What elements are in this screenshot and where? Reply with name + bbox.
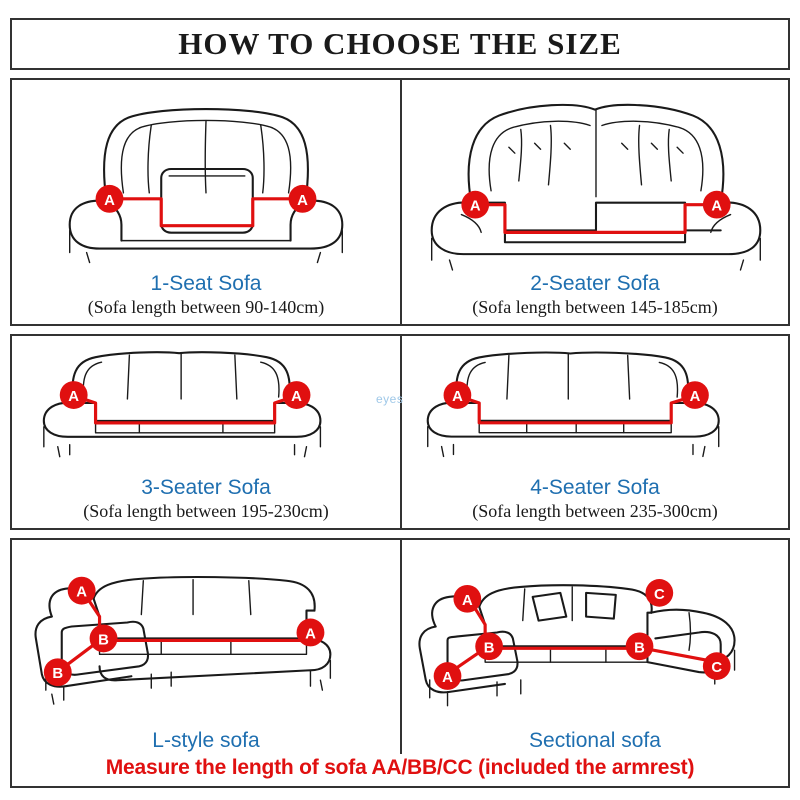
marker-label: A <box>461 592 473 609</box>
marker-label: A <box>305 625 316 643</box>
card-l-style[interactable] <box>12 540 400 754</box>
card-label-l-style: L-style sofa <box>152 728 260 752</box>
card-sectional[interactable] <box>400 540 788 754</box>
marker-label: B <box>634 640 645 657</box>
card-sublabel-three-seater: (Sofa length between 195-230cm) <box>83 501 329 521</box>
marker-label: A <box>297 191 308 209</box>
marker-label: A <box>452 389 463 406</box>
card-one-seat[interactable] <box>12 80 400 324</box>
marker-label: A <box>68 387 80 405</box>
card-four-seater[interactable] <box>400 336 788 528</box>
illustration-sectional <box>402 540 788 729</box>
page-title: HOW TO CHOOSE THE SIZE <box>178 26 622 61</box>
marker-label: A <box>76 583 88 601</box>
marker-label: B <box>52 665 64 683</box>
card-sublabel-one-seat: (Sofa length between 90-140cm) <box>87 297 325 317</box>
card-sublabel-two-seater: (Sofa length between 145-185cm) <box>472 297 718 317</box>
page-title-box <box>10 18 790 70</box>
row-three-and-four-seater <box>10 334 790 530</box>
row-one-and-two-seater <box>10 78 790 326</box>
illustration-one-seat <box>12 80 400 272</box>
marker-label: A <box>291 387 302 405</box>
marker-label: B <box>98 631 109 649</box>
marker-label: C <box>653 586 665 603</box>
measurement-note: Measure the length of sofa AA/BB/CC (included the armrest) <box>105 756 695 779</box>
card-label-sectional: Sectional sofa <box>529 728 661 752</box>
marker-label: A <box>442 669 453 686</box>
card-label-one-seat: 1-Seat Sofa <box>150 271 262 295</box>
marker-label: A <box>469 198 481 215</box>
card-sublabel-four-seater: (Sofa length between 235-300cm) <box>472 501 718 521</box>
illustration-four-seater <box>402 336 788 476</box>
card-label-four-seater: 4-Seater Sofa <box>530 475 660 499</box>
marker-label: A <box>104 191 115 209</box>
row-l-style-and-sectional <box>10 538 790 788</box>
marker-label: C <box>711 660 723 677</box>
illustration-three-seater <box>12 336 400 476</box>
watermark-text: eyes <box>376 392 404 406</box>
card-two-seater[interactable] <box>400 80 788 324</box>
marker-label: A <box>689 389 701 406</box>
card-label-three-seater: 3-Seater Sofa <box>141 475 271 499</box>
marker-label: B <box>483 640 495 657</box>
marker-label: A <box>711 198 723 215</box>
card-label-two-seater: 2-Seater Sofa <box>530 271 660 295</box>
illustration-two-seater <box>402 80 788 272</box>
card-three-seater[interactable] <box>12 336 400 528</box>
illustration-l-style <box>12 540 400 729</box>
